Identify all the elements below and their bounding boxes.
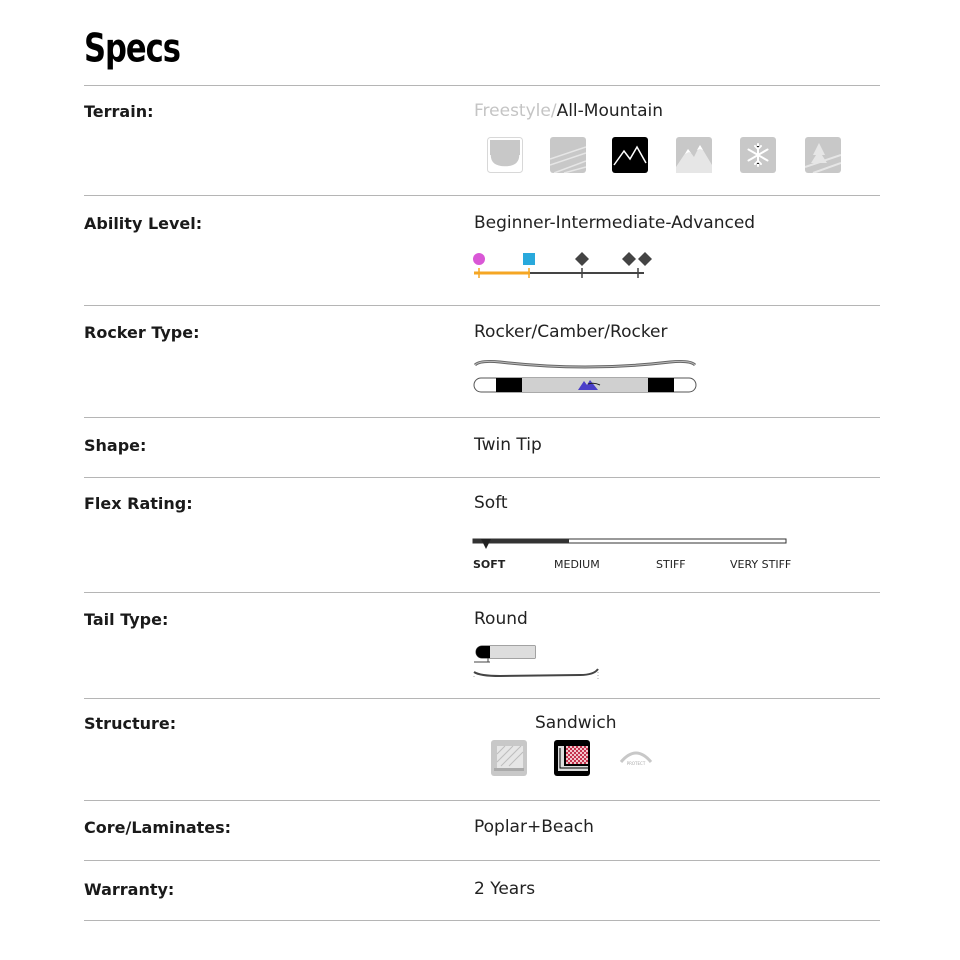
groomer-icon xyxy=(550,137,586,173)
spec-label: Core/Laminates: xyxy=(84,818,232,837)
tail-shape-diagram xyxy=(470,642,604,682)
divider xyxy=(84,417,880,418)
flex-scale-stiff: STIFF xyxy=(656,558,686,571)
spec-value: Soft xyxy=(474,493,508,513)
protect-label: PROTECT xyxy=(626,761,646,766)
intermediate-square-icon xyxy=(523,253,535,265)
divider xyxy=(84,85,880,86)
beginner-circle-icon xyxy=(473,253,485,265)
spec-value: Twin Tip xyxy=(474,435,542,455)
powder-icon xyxy=(740,137,776,173)
spec-label: Shape: xyxy=(84,436,147,455)
board-topview-icon xyxy=(474,378,696,392)
divider xyxy=(84,592,880,593)
park-icon xyxy=(487,137,523,173)
divider xyxy=(84,800,880,801)
terrain-active-value: All-Mountain xyxy=(556,101,663,121)
round-tail-icon xyxy=(474,646,535,662)
spec-label: Warranty: xyxy=(84,880,175,899)
spec-value: Beginner-Intermediate-Advanced xyxy=(474,213,756,233)
sandwich-icon xyxy=(554,740,590,776)
expert-double-diamond-icon xyxy=(622,252,652,266)
spec-label: Rocker Type: xyxy=(84,323,200,342)
flex-marker-icon xyxy=(481,539,491,549)
all-mountain-icon xyxy=(612,137,648,173)
flex-scale-very-stiff: VERY STIFF xyxy=(730,558,792,571)
divider xyxy=(84,920,880,921)
rocker-profile-diagram xyxy=(470,354,702,398)
flex-scale-medium: MEDIUM xyxy=(554,558,600,571)
protect-icon xyxy=(617,740,655,776)
tail-profile-line xyxy=(474,669,598,676)
spec-label: Flex Rating: xyxy=(84,494,193,513)
spec-value: Poplar+Beach xyxy=(474,817,594,837)
page-title: Specs xyxy=(84,26,181,72)
tree-icon xyxy=(805,137,841,173)
rocker-profile-line xyxy=(475,361,695,367)
spec-label: Terrain: xyxy=(84,102,154,121)
divider xyxy=(84,698,880,699)
spec-label: Ability Level: xyxy=(84,214,203,233)
divider xyxy=(84,860,880,861)
divider xyxy=(84,305,880,306)
divider xyxy=(84,195,880,196)
spec-value: Rocker/Camber/Rocker xyxy=(474,322,668,342)
terrain-inactive-value: Freestyle/ xyxy=(474,101,557,121)
advanced-diamond-icon xyxy=(575,252,589,266)
divider xyxy=(84,477,880,478)
flex-scale-soft: SOFT xyxy=(473,558,506,571)
spec-label: Structure: xyxy=(84,714,177,733)
flex-rating-bar xyxy=(470,534,790,552)
spec-label: Tail Type: xyxy=(84,610,169,629)
ability-level-scale xyxy=(470,248,660,282)
cap-icon xyxy=(491,740,527,776)
spec-value: 2 Years xyxy=(474,879,536,899)
spec-value: Round xyxy=(474,609,528,629)
spec-value: Sandwich xyxy=(535,713,617,733)
backcountry-icon xyxy=(676,137,712,173)
spec-value xyxy=(474,101,663,121)
